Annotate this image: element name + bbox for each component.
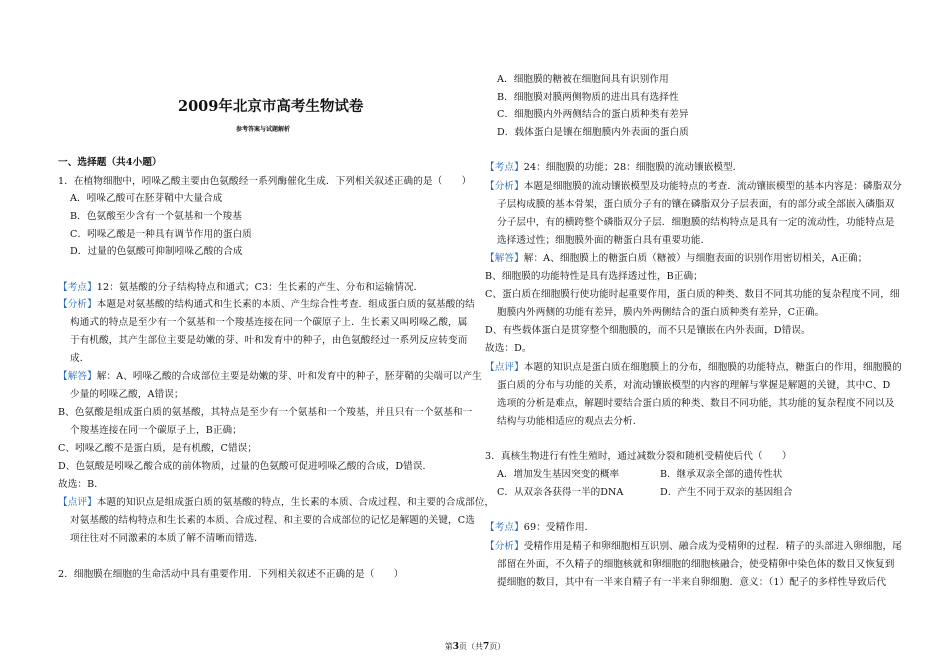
kaodian-tag: 【考点】: [485, 522, 524, 533]
q2-fenxi-line-3: 分子层中，有的横跨整个磷脂双分子层．细胞膜的结构特点是具有一定的流动性，功能特点是: [497, 217, 895, 228]
total-pages: 7: [483, 642, 490, 652]
q1-answer: 故选：B．: [58, 479, 104, 490]
q1-option-d: D．过量的色氨酸可抑制吲哚乙酸的合成: [70, 246, 243, 257]
q1-fenxi-line-3: 于有机酸，其产生部位主要是幼嫩的芽、叶和发育中的种子，由色氨酸经过一系列反应转变而: [70, 335, 468, 346]
q2-stem: 2．细胞膜在细胞的生命活动中具有重要作用．下列相关叙述不正确的是（ ）: [58, 569, 404, 580]
q1-kaodian-text: 12：氨基酸的分子结构特点和通式；C3：生长素的产生、分布和运输情况．: [96, 282, 424, 293]
q2-jieda-line-3: C、蛋白质在细胞膜行使功能时起重要作用，蛋白质的种类、数目不同其功能的复杂程度不同，细: [485, 289, 900, 300]
q2-dianping-line-4: 结构与功能相适应的观点去分析．: [497, 416, 643, 427]
q3-fenxi-line-2: 部留在外面，不久精子的细胞核就和卵细胞的细胞核融合，使受精卵中染色体的数目又恢复到: [497, 559, 895, 570]
page-subtitle: 参考答案与试题解析: [236, 126, 291, 133]
q1-jieda-line-2: 少量的吲哚乙酸，A错误；: [70, 389, 184, 400]
q2-kaodian: [485, 161, 742, 174]
q3-option-a: A．增加发生基因突变的概率: [497, 469, 620, 480]
q3-option-d: D．产生不同于双亲的基因组合: [660, 487, 793, 498]
q1-stem: 1．在植物细胞中，吲哚乙酸主要由色氨酸经一系列酶催化生成．下列相关叙述正确的是（ ）: [58, 176, 472, 187]
q1-jieda-line-5: C、吲哚乙酸不是蛋白质，是有机酸，C错误；: [58, 443, 258, 454]
q2-dianping-line-3: 选项的分析是难点，解题时要结合蛋白质的种类、数目不同功能，其功能的复杂程度不同以及: [497, 398, 895, 409]
page-number: 3: [452, 642, 459, 652]
q3-kaodian-text: 69：受精作用．: [523, 522, 595, 533]
q1-jieda-line-6: D、色氨酸是吲哚乙酸合成的前体物质，过量的色氨酸可促进吲哚乙酸的合成，D错误．: [58, 461, 433, 472]
q3-fenxi-text-1: 受精作用是精子和卵细胞相互识别、融合成为受精卵的过程．精子的头部进入卵细胞，尾: [523, 541, 902, 552]
q2-option-d: D．载体蛋白是镶在细胞膜内外表面的蛋白质: [497, 127, 689, 138]
section-heading: 一、选择题（共4小题）: [58, 157, 162, 168]
fenxi-tag: 【分析】: [485, 181, 524, 192]
q1-dianping-line-3: 项往往对不同激素的本质了解不清晰而错选．: [70, 533, 264, 544]
q1-jieda-line-1: [58, 370, 482, 383]
q1-jieda-line-3: B、色氨酸是组成蛋白质的氨基酸，其特点是至少有一个氨基和一个羧基，并且只有一个氨基和一: [58, 407, 473, 418]
q1-option-b: B．色氨酸至少含有一个氨基和一个羧基: [70, 211, 242, 222]
q1-fenxi-line-2: 构通式的特点是至少有一个氨基和一个羧基连接在同一个碳原子上．生长素又叫吲哚乙酸，属: [70, 317, 468, 328]
q2-jieda-line-4: 胞膜内外两侧的功能有差异，膜内外两侧结合的蛋白质种类有差异，C正确。: [497, 307, 825, 318]
q3-kaodian: [485, 521, 594, 534]
q2-option-c: C．细胞膜内外两侧结合的蛋白质种类有差异: [497, 109, 689, 120]
q2-answer: 故选：D。: [485, 343, 532, 354]
footer-suffix: 页）: [489, 642, 506, 651]
q1-option-a: A．吲哚乙酸可在胚芽鞘中大量合成: [70, 193, 223, 204]
dianping-tag: 【点评】: [58, 497, 97, 508]
q2-kaodian-text: 24：细胞膜的功能；28：细胞膜的流动镶嵌模型．: [523, 162, 743, 173]
q3-fenxi-line-1: [485, 540, 902, 553]
q1-fenxi-text-1: 本题是对氨基酸的结构通式和生长素的本质、产生综合性考查．组成蛋白质的氨基酸的结: [96, 299, 475, 310]
fenxi-tag: 【分析】: [58, 299, 97, 310]
q1-fenxi-line-1: [58, 298, 475, 311]
q3-option-b: B．继承双亲全部的遗传性状: [660, 469, 783, 480]
q1-option-c: C．吲哚乙酸是一种具有调节作用的蛋白质: [70, 229, 252, 240]
q2-jieda-line-2: B、细胞膜的功能特性是具有选择透过性，B正确；: [485, 271, 703, 282]
jieda-tag: 【解答】: [485, 253, 524, 264]
q2-fenxi-text-1: 本题是细胞膜的流动镶嵌模型及功能特点的考查．流动镶嵌模型的基本内容是：磷脂双分: [523, 181, 902, 192]
q2-jieda-line-5: D、有些载体蛋白是贯穿整个细胞膜的，而不只是镶嵌在内外表面，D错误。: [485, 325, 811, 336]
q2-jieda-text-1: 解：A、细胞膜上的糖蛋白质（糖被）与细胞表面的识别作用密切相关，A正确；: [523, 253, 868, 264]
q1-dianping-text-1: 本题的知识点是组成蛋白质的氨基酸的特点，生长素的本质、合成过程、和主要的合成部位，: [96, 497, 495, 508]
q2-fenxi-line-2: 子层构成膜的基本骨架，蛋白质分子有的镶在磷脂双分子层表面，有的部分或全部嵌入磷脂双: [497, 199, 895, 210]
dianping-tag: 【点评】: [485, 362, 524, 373]
q1-kaodian: [58, 281, 423, 294]
q2-option-b: B．细胞膜对膜两侧物质的进出具有选择性: [497, 92, 679, 103]
q1-jieda-line-4: 个羧基连接在同一个碳原子上，B正确；: [70, 425, 242, 436]
kaodian-tag: 【考点】: [58, 282, 97, 293]
q2-dianping-line-1: [485, 361, 902, 374]
q1-fenxi-line-4: 成．: [70, 353, 90, 364]
q2-jieda-line-1: [485, 252, 867, 265]
page-title: 2009年北京市高考生物试卷: [178, 98, 364, 115]
q1-jieda-text-1: 解：A、吲哚乙酸的合成部位主要是幼嫩的芽、叶和发育中的种子，胚芽鞘的尖端可以产生: [96, 371, 482, 382]
q1-dianping-line-2: 对氨基酸的结构特点和生长素的本质、合成过程、和主要的合成部位的记忆是解题的关键，C选: [70, 515, 475, 526]
q2-fenxi-line-1: [485, 180, 902, 193]
q1-dianping-line-1: [58, 496, 494, 509]
jieda-tag: 【解答】: [58, 371, 97, 382]
footer-middle: 页（共: [459, 642, 483, 651]
page-footer: [0, 641, 950, 652]
q2-option-a: A．细胞膜的糖被在细胞间具有识别作用: [497, 74, 669, 85]
fenxi-tag: 【分析】: [485, 541, 524, 552]
q2-dianping-text-1: 本题的知识点是蛋白质在细胞膜上的分布，细胞膜的功能特点，糖蛋白的作用，细胞膜的: [523, 362, 902, 373]
q2-fenxi-line-4: 选择透过性；细胞膜外面的糖蛋白具有重要功能．: [497, 235, 711, 246]
q3-stem: 3．真核生物进行有性生殖时，通过减数分裂和随机受精使后代（ ）: [485, 451, 792, 462]
q3-option-c: C．从双亲各获得一半的DNA: [497, 487, 624, 498]
footer-prefix: 第: [444, 642, 453, 651]
q3-fenxi-line-3: 提细胞的数目，其中有一半来自精子有一半来自卵细胞．意义：（1）配子的多样性导致后代: [497, 577, 887, 588]
q2-dianping-line-2: 蛋白质的分布与功能的关系，对流动镶嵌模型的内容的理解与掌握是解题的关键，其中C、D: [497, 380, 891, 391]
kaodian-tag: 【考点】: [485, 162, 524, 173]
